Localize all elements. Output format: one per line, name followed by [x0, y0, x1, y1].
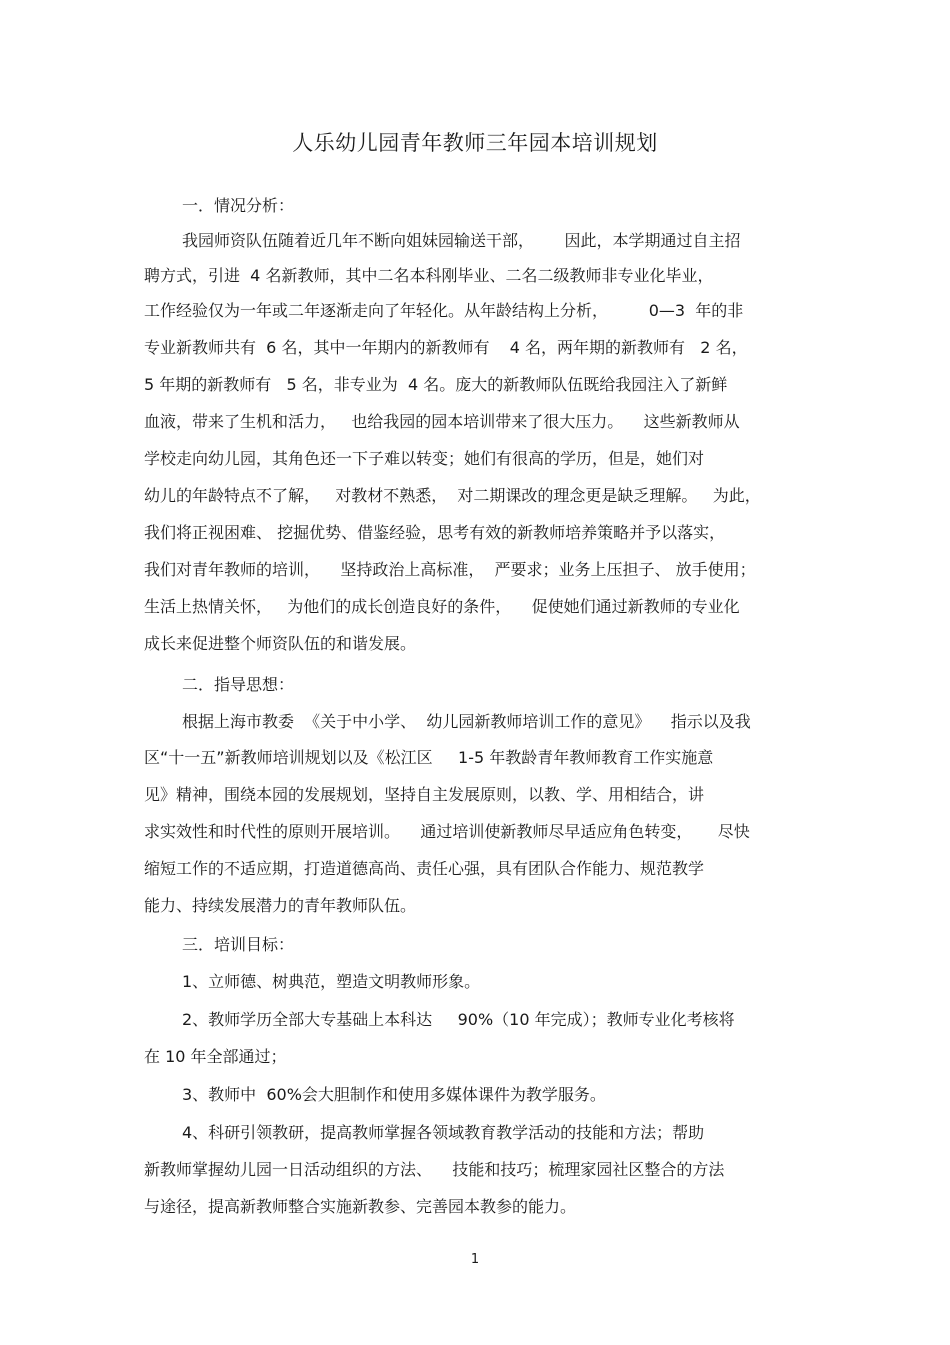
paragraph-line: 生活上热情关怀， 为他们的成长创造良好的条件， 促使她们通过新教师的专业化	[144, 597, 740, 616]
paragraph-line: 专业新教师共有 6 名，其中一年期内的新教师有 4 名，两年期的新教师有 2 名，	[144, 338, 748, 357]
paragraph-line: 工作经验仅为一年或二年逐渐走向了年轻化。从年龄结构上分析， 0—3 年的非	[144, 301, 744, 320]
section-heading-guiding-thought: 二．指导思想：	[182, 675, 295, 694]
paragraph-line: 成长来促进整个师资队伍的和谐发展。	[144, 634, 417, 653]
goal-item: 1、立师德、树典范，塑造文明教师形象。	[182, 972, 481, 991]
section-heading-situation: 一．情况分析：	[182, 196, 295, 215]
paragraph-line: 新教师掌握幼儿园一日活动组织的方法、 技能和技巧；梳理家园社区整合的方法	[144, 1160, 725, 1179]
paragraph-line: 血液，带来了生机和活力， 也给我园的园本培训带来了很大压力。 这些新教师从	[144, 412, 740, 431]
paragraph-line: 学校走向幼儿园，其角色还一下子难以转变；她们有很高的学历，但是，她们对	[144, 449, 705, 468]
goal-item: 3、教师中 60%会大胆制作和使用多媒体课件为教学服务。	[182, 1085, 606, 1104]
paragraph-line: 缩短工作的不适应期，打造道德高尚、责任心强，具有团队合作能力、规范教学	[144, 859, 705, 878]
page-number: 1	[470, 1252, 480, 1267]
paragraph-line: 求实效性和时代性的原则开展培训。 通过培训使新教师尽早适应角色转变， 尽快	[144, 822, 750, 841]
paragraph-line: 我们对青年教师的培训， 坚持政治上高标准， 严要求；业务上压担子、 放手使用；	[144, 560, 756, 579]
document-title: 人乐幼儿园青年教师三年园本培训规划	[292, 131, 658, 155]
paragraph-line: 区“十一五”新教师培训规划以及《松江区 1-5 年教龄青年教师教育工作实施意	[144, 748, 714, 767]
section-heading-training-goals: 三．培训目标：	[182, 935, 295, 954]
paragraph-line: 我们将正视困难、 挖掘优势、借鉴经验，思考有效的新教师培养策略并予以落实，	[144, 523, 726, 542]
goal-item: 4、科研引领教研，提高教师掌握各领域教育教学活动的技能和方法；帮助	[182, 1123, 705, 1142]
paragraph-line: 聘方式，引进 4 名新教师，其中二名本科刚毕业、二名二级教师非专业化毕业，	[144, 266, 714, 285]
paragraph-line: 能力、持续发展潜力的青年教师队伍。	[144, 896, 417, 915]
goal-item: 2、教师学历全部大专基础上本科达 90%（10 年完成）；教师专业化考核将	[182, 1010, 735, 1029]
paragraph-line: 5 年期的新教师有 5 名，非专业为 4 名。庞大的新教师队伍既给我园注入了新鲜	[144, 375, 728, 394]
paragraph-line: 见》精神，围绕本园的发展规划，坚持自主发展原则，以教、学、用相结合，讲	[144, 785, 705, 804]
paragraph-line: 我园师资队伍随着近几年不断向姐妹园输送干部， 因此，本学期通过自主招	[182, 231, 741, 250]
paragraph-line: 幼儿的年龄特点不了解， 对教材不熟悉， 对二期课改的理念更是缺乏理解。 为此，	[144, 486, 761, 505]
paragraph-line: 与途径，提高新教师整合实施新教参、完善园本教参的能力。	[144, 1197, 577, 1216]
paragraph-line: 根据上海市教委 《关于中小学、 幼儿园新教师培训工作的意见》 指示以及我	[182, 712, 751, 731]
paragraph-line: 在 10 年全部通过；	[144, 1047, 287, 1066]
